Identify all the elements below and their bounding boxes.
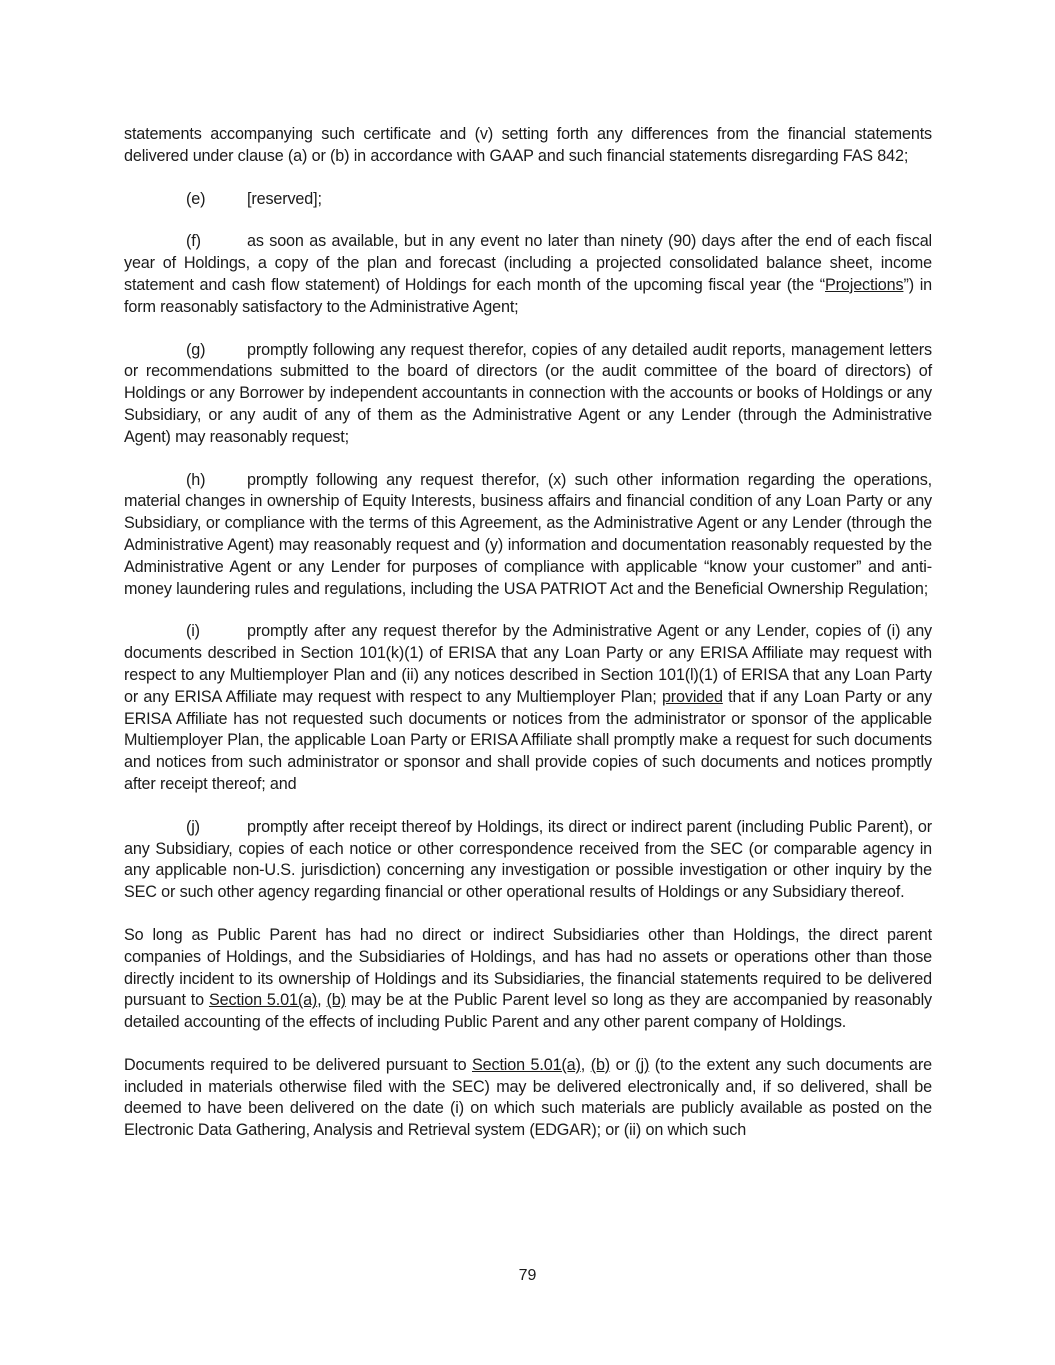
section-reference: Section 5.01(a) [472, 1055, 581, 1074]
clause-h [124, 470, 932, 601]
clause-e-text: [reserved]; [247, 189, 322, 208]
clause-j [124, 817, 932, 904]
separator: , [580, 1055, 591, 1074]
clause-g [124, 340, 932, 449]
separator: , [317, 991, 327, 1010]
clause-i-text-b: that if any Loan Party or any ERISA Affiliate has not requested such documents or notices from the administrator or sponsor of the applicable Multiemployer Plan, the applicable Loan Party or ERISA Affiliate shall promptly make a request for such documents and notices from such administrator or sponsor and shall provide copies of such documents and notices promptly after receipt thereof; and [124, 687, 932, 793]
clause-f-text-b: ”) in form reasonably satisfactory to the Administrative Agent; [124, 275, 932, 316]
clause-h-label: (h) [186, 470, 206, 489]
public-parent-text-a: So long as Public Parent has had no direct or indirect Subsidiaries other than Holdings, the direct parent companies of Holdings, and the Subsidiaries of Holdings, and has had no assets or operations other than those directly incident to its ownership of Holdings and its Subsidiaries, the financial statements required to be delivered pursuant to [124, 925, 932, 1010]
clause-e-label: (e) [186, 189, 206, 208]
defined-term-provided: provided [661, 687, 723, 706]
public-parent-text-b: may be at the Public Parent level so long as they are accompanied by reasonably detailed accounting of the effects of including Public Parent and any other parent company of Holdings. [124, 991, 932, 1032]
clause-f [124, 231, 932, 318]
defined-term-projections: Projections [825, 275, 904, 294]
clause-g-label: (g) [186, 340, 206, 359]
section-reference: Section 5.01(a) [208, 991, 318, 1010]
clause-h-text: promptly following any request therefor, (x) such other information regarding the operations, material changes in ownership of Equity Interests, business affairs and financial condition of any Loan Party or any Subsidiary, or compliance with the terms of this Agreement, as the Administrative Agent or any Lender (through the Administrative Agent) may reasonably request and (y) information and documentation reasonably requested by the Administrative Agent or any Lender for purposes of compliance with applicable “know your customer” and anti-money laundering rules and regulations, including the USA PATRIOT Act and the Beneficial Ownership Regulation; [124, 470, 932, 598]
page-number: 79 [518, 1267, 537, 1284]
documents-text-b: (to the extent any such documents are included in materials otherwise filed with the SEC) may be delivered electronically and, if so delivered, shall be deemed to have been delivered on the date (i) on which such materials are publicly available as posted on the Electronic Data Gathering, Analysis and Retrieval system (EDGAR); or (ii) on which such [124, 1055, 932, 1140]
clause-f-text-a: as soon as available, but in any event no later than ninety (90) days after the end of each fiscal year of Holdings, a copy of the plan and forecast (including a projected consolidated balance sheet, income statement and cash flow statement) of Holdings for each month of the upcoming fiscal year (the “ [124, 232, 932, 294]
clause-e [124, 189, 932, 211]
clause-i [124, 621, 932, 795]
documents-paragraph [124, 1055, 932, 1142]
document-page [124, 124, 932, 1163]
section-reference: (j) [635, 1055, 650, 1074]
clause-f-label: (f) [186, 232, 201, 251]
public-parent-paragraph [124, 925, 932, 1034]
section-reference: (b) [590, 1055, 611, 1074]
clause-j-label: (j) [186, 817, 200, 836]
separator: or [610, 1055, 636, 1074]
documents-text-a: Documents required to be delivered pursuant to [124, 1055, 472, 1074]
clause-j-text: promptly after receipt thereof by Holdings, its direct or indirect parent (including Public Parent), or any Subsidiary, copies of each notice or other correspondence received from the SEC (or comparable agency in any applicable non-U.S. jurisdiction) concerning any investigation or possible investigation or other inquiry by the SEC or such other agency regarding financial or other operational results of Holdings or any Subsidiary thereof. [124, 817, 932, 902]
clause-i-text-a: promptly after any request therefor by the Administrative Agent or any Lender, copies of (i) any documents described in Section 101(k)(1) of ERISA that any Loan Party or any ERISA Affiliate may request with respect to any Multiemployer Plan and (ii) any notices described in Section 101(l)(1) of ERISA that any Loan Party or any ERISA Affiliate may request with respect to any Multiemployer Plan; [124, 622, 932, 706]
clause-g-text: promptly following any request therefor, copies of any detailed audit reports, management letters or recommendations submitted to the board of directors (or the audit committee of the board of directors) of Holdings or any Borrower by independent accountants in connection with the accounts or books of Holdings or any Subsidiary, or any audit of any of them as the Administrative Agent or any Lender (through the Administrative Agent) may reasonably request; [124, 340, 932, 446]
section-reference: (b) [326, 991, 346, 1010]
intro-paragraph: statements accompanying such certificate and (v) setting forth any differences from the financial statements delivered under clause (a) or (b) in accordance with GAAP and such financial statements disregarding FAS 842; [124, 125, 932, 165]
clause-i-label: (i) [186, 622, 200, 641]
